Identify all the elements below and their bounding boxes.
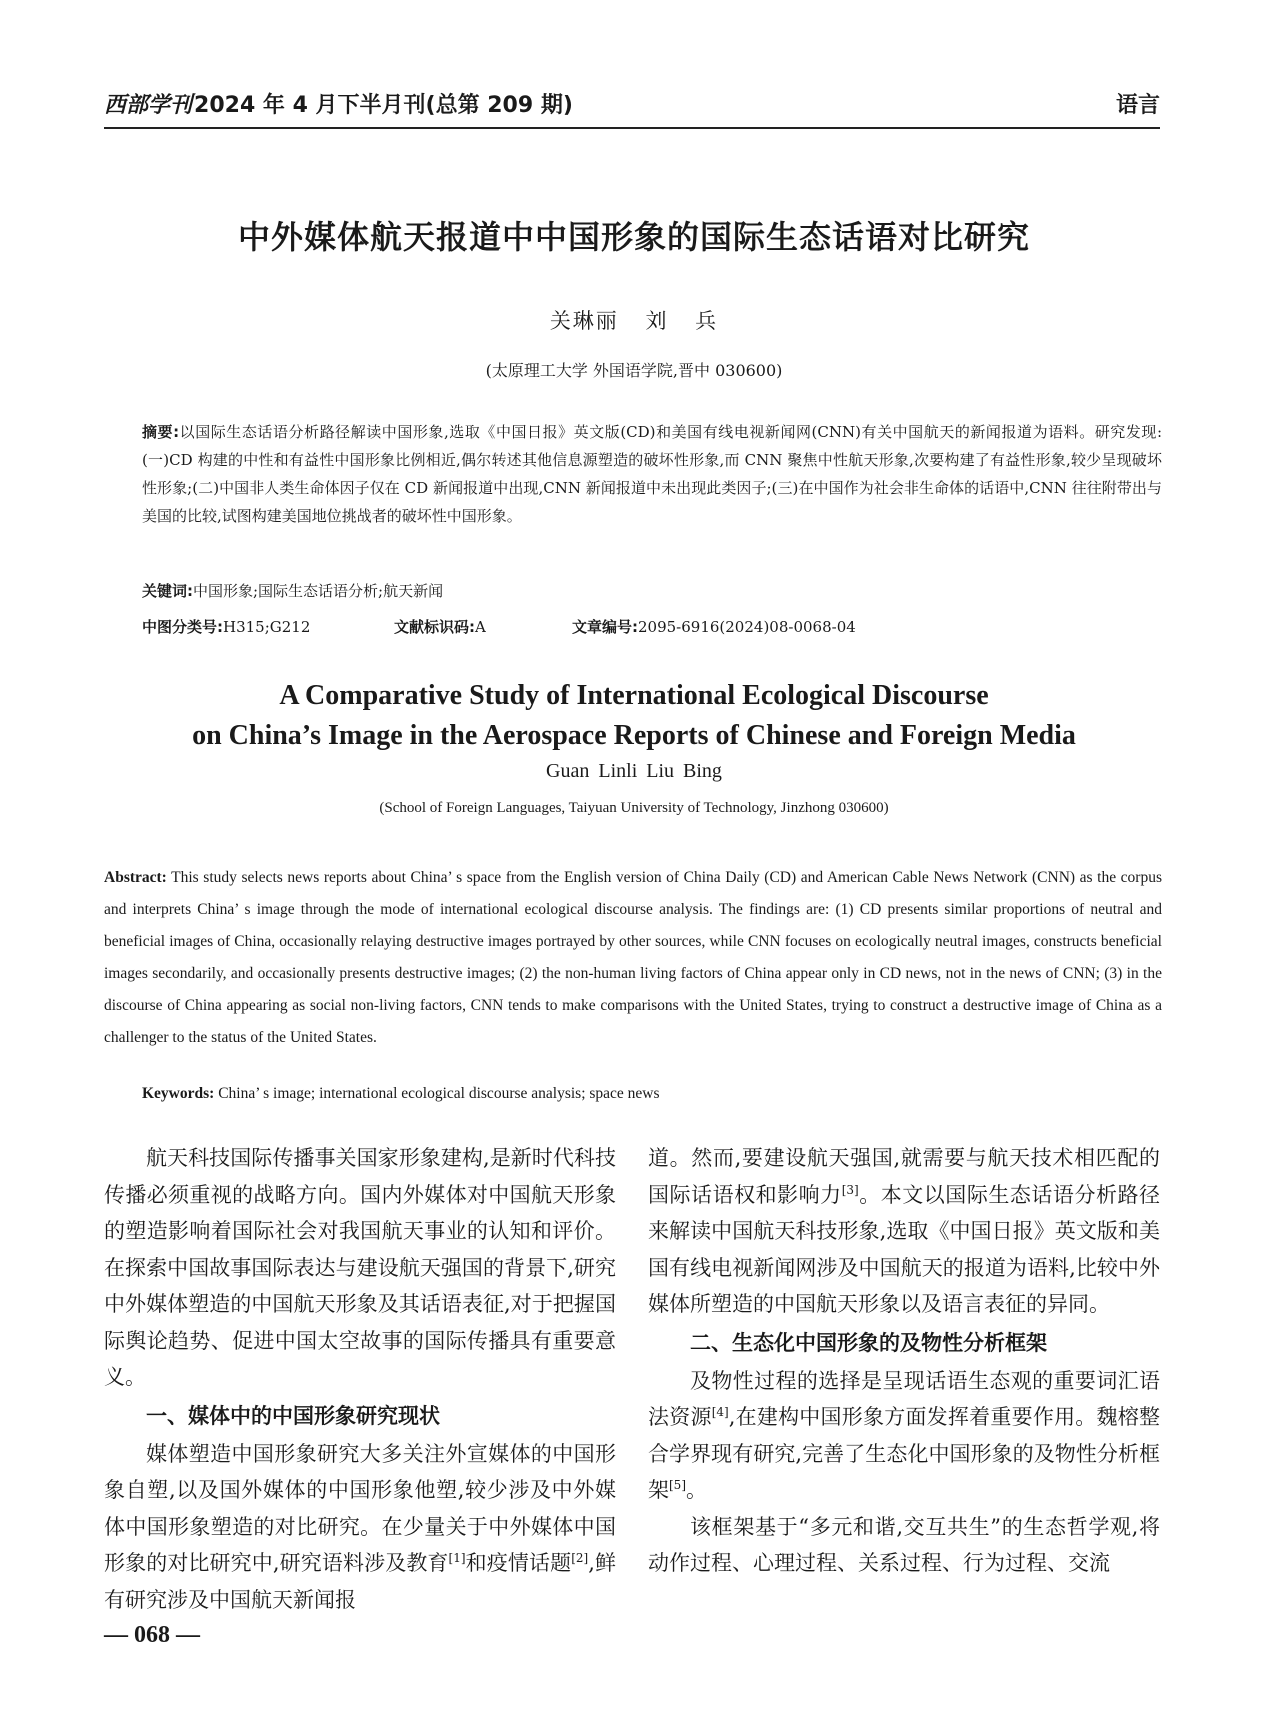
- section-label: 语言: [1115, 93, 1160, 118]
- abstract-en-text: This study selects news reports about China’ s space from the English version of China Daily (CD) and American Cable News Network (CNN) as the corpus and interprets China’ s image through the mode of international ecological discourse analysis. The findings are: (1) CD presents similar proportions of neutral and beneficial images of China, occasionally relaying destructive images portrayed by other sources, while CNN focuses on ecologically neutral images, constructs beneficial images secondarily, and occasionally presents destructive images; (2) the non-human living factors of China appear only in CD news, not in the news of CNN; (3) in the discourse of China appearing as social non-living factors, CNN tends to make comparisons with the United States, trying to construct a destructive image of China as a challenger to the status of the United States.: [104, 869, 1162, 1046]
- section-heading-2: 二、生态化中国形象的及物性分析框架: [690, 1330, 1047, 1355]
- abstract-cn: [142, 418, 1162, 530]
- section2-paragraph-2: 该框架基于“多元和谐,交互共生”的生态哲学观,将动作过程、心理过程、关系过程、行为过程、交流: [648, 1514, 1160, 1575]
- affiliation-en: (School of Foreign Languages, Taiyuan University of Technology, Jinzhong 030600): [379, 800, 889, 816]
- citation-2: [2]: [571, 1551, 589, 1565]
- keywords-en: [142, 1085, 660, 1103]
- intro-paragraph: 航天科技国际传播事关国家形象建构,是新时代科技传播必须重视的战略方向。国内外媒体对中国航天形象的塑造影响着国际社会对我国航天事业的认知和评价。在探索中国故事国际表达与建设航天强国的背景下,研究中外媒体塑造的中国航天形象及其话语表征,对于把握国际舆论趋势、促进中国太空故事的国际传播具有重要意义。: [104, 1146, 616, 1389]
- title-en-line2: on China’s Image in the Aerospace Reports of Chinese and Foreign Media: [192, 720, 1076, 751]
- keywords-cn-label: 关键词:: [142, 582, 193, 600]
- clc-number: 中图分类号:H315;G212: [142, 618, 311, 636]
- section1-paragraph-cont: 道。然而,要建设航天强国,就需要与航天技术相匹配的国际话语权和影响力[3]。本文以国际生态话语分析路径来解读中国航天科技形象,选取《中国日报》英文版和美国有线电视新闻网涉及中国航天的报道为语料,比较中外媒体所塑造的中国航天形象以及语言表征的异同。: [648, 1146, 1161, 1316]
- abstract-en-label: Abstract:: [104, 869, 167, 886]
- abstract-en: [104, 862, 1162, 1054]
- title-en-line1: A Comparative Study of International Ecological Discourse: [279, 680, 989, 711]
- abstract-cn-label: 摘要:: [142, 423, 180, 441]
- classification-line: [142, 616, 856, 637]
- keywords-en-label: Keywords:: [142, 1085, 215, 1102]
- citation-5: [5]: [669, 1478, 686, 1492]
- article-number: 文章编号:2095-6916(2024)08-0068-04: [572, 618, 856, 636]
- body-column-right: [648, 1140, 1160, 1582]
- journal-name: 西部学刊: [104, 92, 193, 118]
- section2-paragraph-1: 及物性过程的选择是呈现话语生态观的重要词汇语法资源[4],在建构中国形象方面发挥着重要作用。魏榕整合学界现有研究,完善了生态化中国形象的及物性分析框架[5]。: [648, 1368, 1160, 1502]
- title-en: [0, 676, 1268, 756]
- citation-1: [1]: [448, 1551, 466, 1565]
- keywords-en-text: China’ s image; international ecological discourse analysis; space news: [218, 1085, 660, 1102]
- running-header: [104, 88, 573, 119]
- authors-cn: 关琳丽 刘 兵: [549, 309, 719, 333]
- issue-info: 2024 年 4 月下半月刊(总第 209 期): [194, 93, 573, 118]
- header-rule: [104, 127, 1160, 129]
- affiliation-cn: (太原理工大学 外国语学院,晋中 030600): [485, 361, 783, 380]
- body-column-left: [104, 1140, 616, 1618]
- section-heading-1: 一、媒体中的中国形象研究现状: [146, 1403, 440, 1428]
- keywords-cn: [142, 580, 443, 601]
- authors-en: Guan Linli Liu Bing: [546, 760, 722, 782]
- citation-4: [4]: [711, 1405, 729, 1419]
- section1-paragraph: 媒体塑造中国形象研究大多关注外宣媒体的中国形象自塑,以及国外媒体的中国形象他塑,较少涉及中外媒体中国形象塑造的对比研究。在少量关于中外媒体中国形象的对比研究中,研究语料涉及教育[1]和疫情话题[2],鲜有研究涉及中国航天新闻报: [104, 1441, 616, 1612]
- abstract-cn-text: 以国际生态话语分析路径解读中国形象,选取《中国日报》英文版(CD)和美国有线电视新闻网(CNN)有关中国航天的新闻报道为语料。研究发现:(一)CD 构建的中性和有益性中国形象比例相近,偶尔转述其他信息源塑造的破坏性形象,而 CNN 聚焦中性航天形象,次要构建了有益性形象,较少呈现破坏性形象;(二)中国非人类生命体因子仅在 CD 新闻报道中出现,CNN 新闻报道中未出现此类因子;(三)在中国作为社会非生命体的话语中,CNN 往往附带出与美国的比较,试图构建美国地位挑战者的破坏性中国形象。: [142, 423, 1163, 525]
- citation-3: [3]: [841, 1182, 859, 1197]
- page-number: — 068 —: [104, 1622, 200, 1648]
- keywords-cn-text: 中国形象;国际生态话语分析;航天新闻: [193, 582, 444, 600]
- document-code: 文献标识码:A: [394, 618, 486, 636]
- title-cn: 中外媒体航天报道中中国形象的国际生态话语对比研究: [237, 218, 1030, 256]
